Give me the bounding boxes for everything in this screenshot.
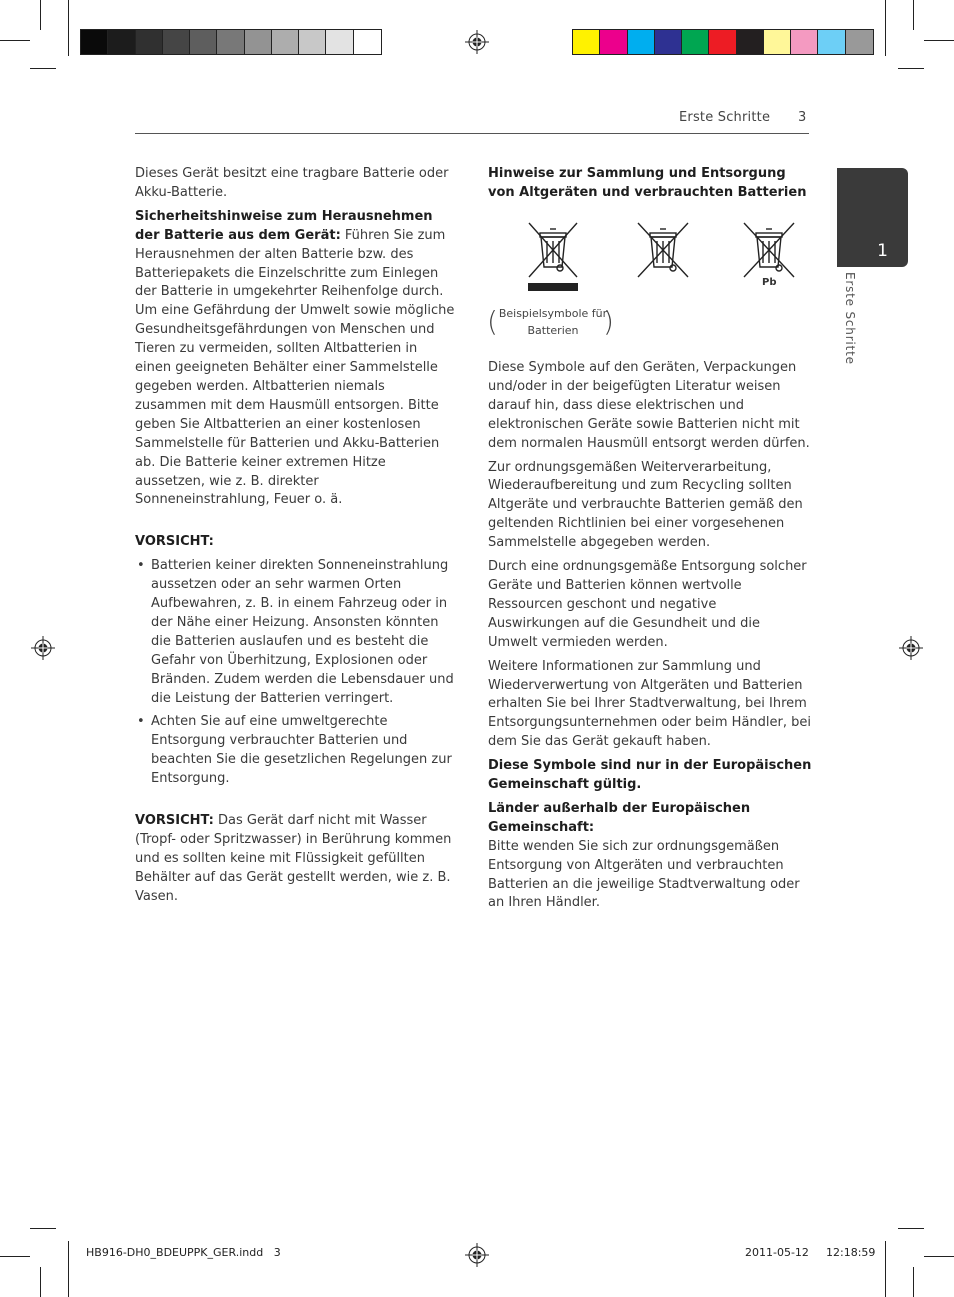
eu-note: Diese Symbole sind nur in der Europäischen Gemeinschaft gültig. — [488, 758, 812, 793]
crop-mark — [40, 1267, 41, 1297]
disposal-heading: Hinweise zur Sammlung und Entsorgung von Altgeräten und verbrauchten Batterien — [488, 166, 807, 200]
crop-mark — [913, 0, 914, 30]
color-swatch — [108, 30, 135, 54]
color-swatch — [299, 30, 326, 54]
caution-heading: VORSICHT: — [135, 534, 214, 550]
paragraph: Zur ordnungsgemäßen Weiterverarbeitung, Wiederaufbereitung und zum Recycling sollten Altgeräte und verbrauchte Batterien gemäß den geltenden Richtlinien bei einer vorgesehenen Sammelstelle abgegeben werden. — [488, 459, 803, 551]
registration-mark-icon — [31, 636, 55, 660]
left-column — [135, 165, 455, 912]
color-swatch — [682, 30, 709, 54]
safety-text: Führen Sie zum Herausnehmen der alten Batterie bzw. des Batteriepakets die Einzelschritte zum Einlegen der Batterie in umgekehrter Reihenfolge durch. Um eine Gefährdung der Umwelt sowie mögliche Gesundheitsgefährdungen von Menschen und Tieren zu vermeiden, sollten Altbatterien in einen geeigneten Behälter einer Sammelstelle gegeben werden. Altbatterien niemals zusammen mit dem Hausmüll entsorgen. Bitte geben Sie Altbatterien an einer kostenlosen Sammelstelle für Batterien und Akku-Batterien ab. Die Batterie keiner extremen Hitze aussetzen, wie z. B. direkter Sonneneinstrahlung, Feuer o. ä. — [135, 227, 455, 508]
page-number: 3 — [798, 110, 807, 125]
color-swatch — [818, 30, 845, 54]
crossed-bin-battery-icon — [740, 221, 798, 279]
color-swatch — [709, 30, 736, 54]
crop-mark — [924, 1256, 954, 1257]
crop-mark — [68, 0, 69, 56]
right-column-heading — [488, 165, 808, 208]
chapter-tab — [837, 168, 908, 267]
color-swatch — [791, 30, 818, 54]
running-header-title: Erste Schritte — [679, 110, 771, 125]
color-swatch — [354, 30, 381, 54]
crop-mark — [924, 40, 954, 41]
caution-water-heading: VORSICHT: — [135, 813, 214, 829]
paragraph: Weitere Informationen zur Sammlung und Wiederverwertung von Altgeräten und Batterien erhalten Sie bei Ihrer Stadtverwaltung, bei Ihrem Entsorgungsunternehmen oder beim Händler, bei dem Sie das Gerät gekauft haben. — [488, 658, 812, 750]
color-swatch — [136, 30, 163, 54]
caution-water-paragraph — [135, 812, 455, 907]
registration-mark-icon — [899, 636, 923, 660]
color-swatch — [737, 30, 764, 54]
crop-mark — [0, 40, 30, 41]
cmyk-color-bar — [572, 29, 874, 55]
left-bracket: ( — [487, 305, 498, 338]
symbol-caption: Beispielsymbole für Batterien — [498, 307, 608, 337]
chapter-number: 1 — [877, 241, 888, 261]
footer-date: 2011-05-12 — [745, 1246, 809, 1259]
grayscale-color-bar — [80, 29, 382, 55]
color-swatch — [600, 30, 627, 54]
paragraph: Diese Symbole auf den Geräten, Verpackungen und/oder in der beigefügten Literatur weisen darauf hin, dass diese elektrischen und elektronischen Geräte sowie Batterien nicht mit dem normalen Hausmüll entsorgt werden dürfen. — [488, 360, 810, 451]
intro-paragraph: Dieses Gerät besitzt eine tragbare Batterie oder Akku-Batterie. — [135, 166, 449, 200]
header-rule — [135, 133, 809, 134]
non-eu-heading: Länder außerhalb der Europäischen Gemeinschaft: — [488, 800, 751, 835]
safety-heading: Sicherheitshinweise zum Herausnehmen der Batterie aus dem Gerät: — [135, 208, 433, 243]
color-swatch — [81, 30, 108, 54]
color-swatch — [846, 30, 873, 54]
color-swatch — [573, 30, 600, 54]
crossed-bin-icon — [525, 221, 581, 295]
registration-mark-icon — [465, 1243, 489, 1267]
caution-water-text: Das Gerät darf nicht mit Wasser (Tropf- oder Spritzwasser) in Berührung kommen und es sollten keine mit Flüssigkeit gefüllten Behälter auf das Gerät gestellt werden, wie z. B. Vasen. — [135, 813, 452, 904]
footer-filename: HB916-DH0_BDEUPPK_GER.indd 3 — [86, 1246, 281, 1259]
color-swatch — [245, 30, 272, 54]
list-item: • Batterien keiner direkten Sonneneinstrahlung aussetzen oder an sehr warmen Orten Aufbewahren, z. B. in einem Fahrzeug oder in der Nähe einer Heizung. Ansonsten könnten die Batterien auslaufen und es besteht die Gefahr von Überhitzung, Explosionen oder Bränden. Zudem werden die Lebensdauer und die Leistung der Batterien verringert. — [135, 557, 455, 708]
safety-paragraph — [135, 208, 455, 511]
color-swatch — [628, 30, 655, 54]
color-swatch — [655, 30, 682, 54]
color-swatch — [217, 30, 244, 54]
color-swatch — [272, 30, 299, 54]
crop-mark — [40, 0, 41, 30]
right-bracket: ) — [603, 305, 614, 338]
color-swatch — [190, 30, 217, 54]
right-column-body — [488, 359, 812, 918]
crop-mark — [885, 1241, 886, 1297]
crop-mark — [0, 1256, 30, 1257]
crop-mark — [898, 68, 924, 69]
crop-mark — [885, 0, 886, 56]
crop-mark — [30, 1228, 56, 1229]
footer-time: 12:18:59 — [826, 1246, 876, 1259]
list-item: • Achten Sie auf eine umweltgerechte Entsorgung verbrauchter Batterien und beachten Sie die gesetzlichen Regelungen zur Entsorgung. — [135, 713, 455, 789]
non-eu-text: Bitte wenden Sie sich zur ordnungsgemäßen Entsorgung von Altgeräten und verbrauchten Batterien an die jeweilige Stadtverwaltung oder an Ihren Händler. — [488, 838, 800, 911]
paragraph: Durch eine ordnungsgemäße Entsorgung solcher Geräte und Batterien können wertvolle Ressourcen geschont und negative Auswirkungen auf die Gesundheit und die Umwelt vermieden werden. — [488, 559, 807, 650]
crossed-bin-icon — [634, 221, 692, 279]
crop-mark — [30, 68, 56, 69]
crop-mark — [68, 1241, 69, 1297]
color-swatch — [326, 30, 353, 54]
registration-mark-icon — [465, 30, 489, 54]
color-swatch — [163, 30, 190, 54]
non-eu-section — [488, 800, 812, 838]
crop-mark — [913, 1267, 914, 1297]
color-swatch — [764, 30, 791, 54]
chapter-side-label: Erste Schritte — [843, 272, 857, 365]
crop-mark — [898, 1228, 924, 1229]
pb-label: Pb — [762, 277, 777, 288]
